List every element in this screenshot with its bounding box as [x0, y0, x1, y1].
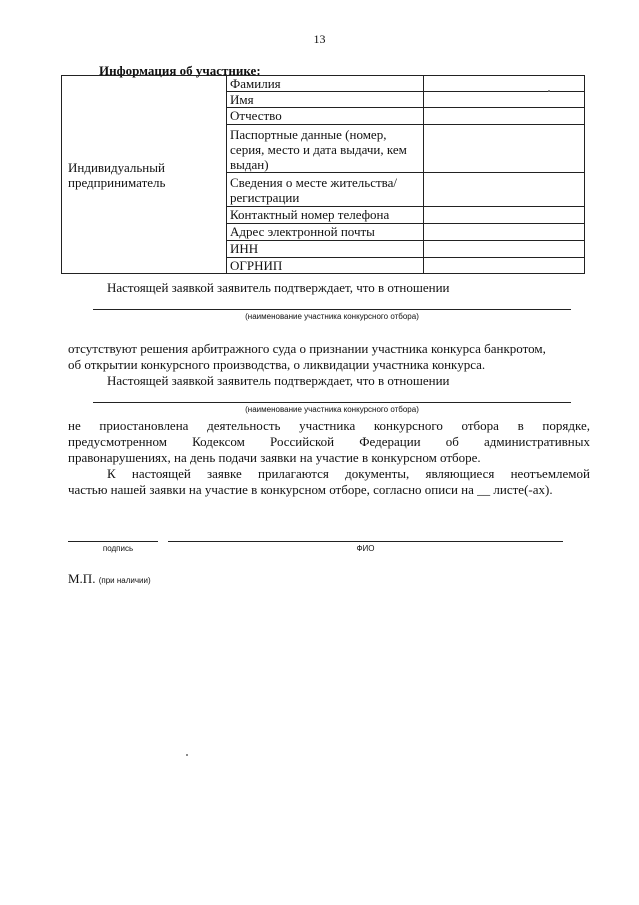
row-value-name[interactable]: [424, 92, 585, 108]
row-label-phone: Контактный номер телефона: [227, 207, 424, 224]
row-value-phone[interactable]: [424, 207, 585, 224]
attachments-line-2: частью нашей заявки на участие в конкурсном отборе, согласно описи на __ листе(-ах).: [68, 482, 553, 497]
caption-participant-name-1: (наименование участника конкурсного отбора): [245, 312, 419, 321]
participant-name-blank-2[interactable]: [93, 402, 571, 403]
row-value-ogrnip[interactable]: [424, 258, 585, 274]
row-label-email: Адрес электронной почты: [227, 224, 424, 241]
participant-category: Индивидуальный предприниматель: [62, 76, 227, 274]
row-label-ogrnip: ОГРНИП: [227, 258, 424, 274]
row-label-inn: ИНН: [227, 241, 424, 258]
row-value-surname[interactable]: [424, 76, 585, 92]
stamp-place: [68, 571, 151, 587]
stamp-label: М.П.: [68, 571, 96, 586]
full-name-caption: ФИО: [356, 544, 375, 553]
signature-line[interactable]: [68, 541, 158, 542]
suspension-line-1: не приостановлена деятельность участника конкурсного отбора в порядке,: [68, 418, 590, 433]
row-label-name: Имя: [227, 92, 424, 108]
confirm-paragraph-2: Настоящей заявкой заявитель подтверждает, что в отношении: [107, 373, 450, 388]
attachments-line-1: К настоящей заявке прилагаются документы, являющиеся неотъемлемой: [107, 466, 590, 481]
row-value-inn[interactable]: [424, 241, 585, 258]
participant-name-blank-1[interactable]: [93, 309, 571, 310]
section-title: Информация об участнике:: [99, 63, 261, 78]
suspension-line-2: предусмотренном Кодексом Российской Федерации об административных: [68, 434, 590, 449]
row-label-patronymic: Отчество: [227, 108, 424, 125]
row-label-residence: Сведения о месте жительства/ регистрации: [227, 173, 424, 207]
absence-line-2: об открытии конкурсного производства, о ликвидации участника конкурса.: [68, 357, 486, 372]
signature-caption: подпись: [102, 544, 134, 553]
participant-info-table: [61, 75, 585, 274]
scan-speck: [548, 90, 550, 92]
page-number: 13: [313, 32, 326, 46]
row-value-patronymic[interactable]: [424, 108, 585, 125]
row-value-residence[interactable]: [424, 173, 585, 207]
row-label-surname: Фамилия: [227, 76, 424, 92]
row-label-passport: Паспортные данные (номер, серия, место и дата выдачи, кем выдан): [227, 125, 424, 173]
row-value-email[interactable]: [424, 224, 585, 241]
absence-line-1: отсутствуют решения арбитражного суда о признании участника конкурса банкротом,: [68, 341, 546, 356]
row-value-passport[interactable]: [424, 125, 585, 173]
stamp-note: (при наличии): [98, 576, 151, 585]
suspension-line-3: правонарушениях, на день подачи заявки на участие в конкурсном отборе.: [68, 450, 481, 465]
scan-speck: [186, 754, 188, 756]
caption-participant-name-2: (наименование участника конкурсного отбора): [245, 405, 419, 414]
full-name-line[interactable]: [168, 541, 563, 542]
confirm-paragraph-1: Настоящей заявкой заявитель подтверждает, что в отношении: [107, 280, 450, 295]
